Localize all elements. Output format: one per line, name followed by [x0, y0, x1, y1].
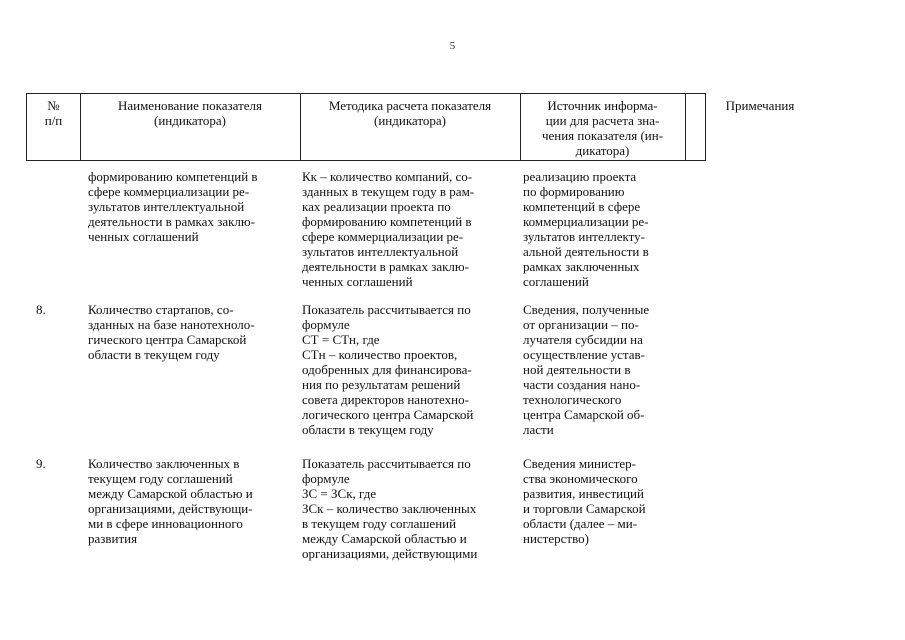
row-calculation-method: Кк – количество компаний, со- зданных в текущем году в рам- ках реализации проекта по формированию компетенций в сфере коммерциализации ре- зультатов интеллектуальной деятельности в рамках заклю- ченных соглашений	[302, 169, 475, 289]
page-number: 5	[449, 40, 456, 52]
header-number: № п/п	[44, 98, 63, 128]
row-information-source: Сведения министер- ства экономического развития, инвестиций и торговли Самарской области (далее – ми- нистерство)	[523, 456, 646, 546]
row-indicator-name: Количество стартапов, со- зданных на базе нанотехноло- гического центра Самарской области в текущем году	[88, 302, 255, 362]
header-indicator-name: Наименование показателя (индикатора)	[117, 98, 263, 128]
header-calculation-method: Методика расчета показателя (индикатора)	[328, 98, 492, 128]
row-indicator-name: формированию компетенций в сфере коммерциализации ре- зультатов интеллектуальной деятельности в рамках заклю- ченных соглашений	[88, 169, 258, 244]
header-notes: Примечания	[725, 98, 795, 113]
row-number: 9.	[36, 456, 46, 471]
row-calculation-method: Показатель рассчитывается по формуле СТ = СТн, где СТн – количество проектов, одобренных для финансирова- ния по результатам решений совета директоров нанотехно- логического центра Самарской области в текущем году	[302, 302, 474, 437]
row-calculation-method: Показатель рассчитывается по формуле ЗС = ЗСк, где ЗСк – количество заключенных в текущем году соглашений между Самарской областью и организациями, действующими	[302, 456, 478, 561]
row-indicator-name: Количество заключенных в текущем году соглашений между Самарской областью и организациями, действующи- ми в сфере инновационного развития	[88, 456, 253, 546]
row-information-source: реализацию проекта по формированию компетенций в сфере коммерциализации ре- зультатов интеллекту- альной деятельности в рамках заключенных соглашений	[523, 169, 649, 289]
row-number: 8.	[36, 302, 46, 317]
header-information-source: Источник информа- ции для расчета зна- чения показателя (ин- дикатора)	[541, 98, 664, 158]
table-header	[26, 93, 795, 161]
row-information-source: Сведения, полученные от организации – по- лучателя субсидии на осуществление устав- ной деятельности в части создания нано- технологического центра Самарской об- ласти	[523, 302, 650, 437]
